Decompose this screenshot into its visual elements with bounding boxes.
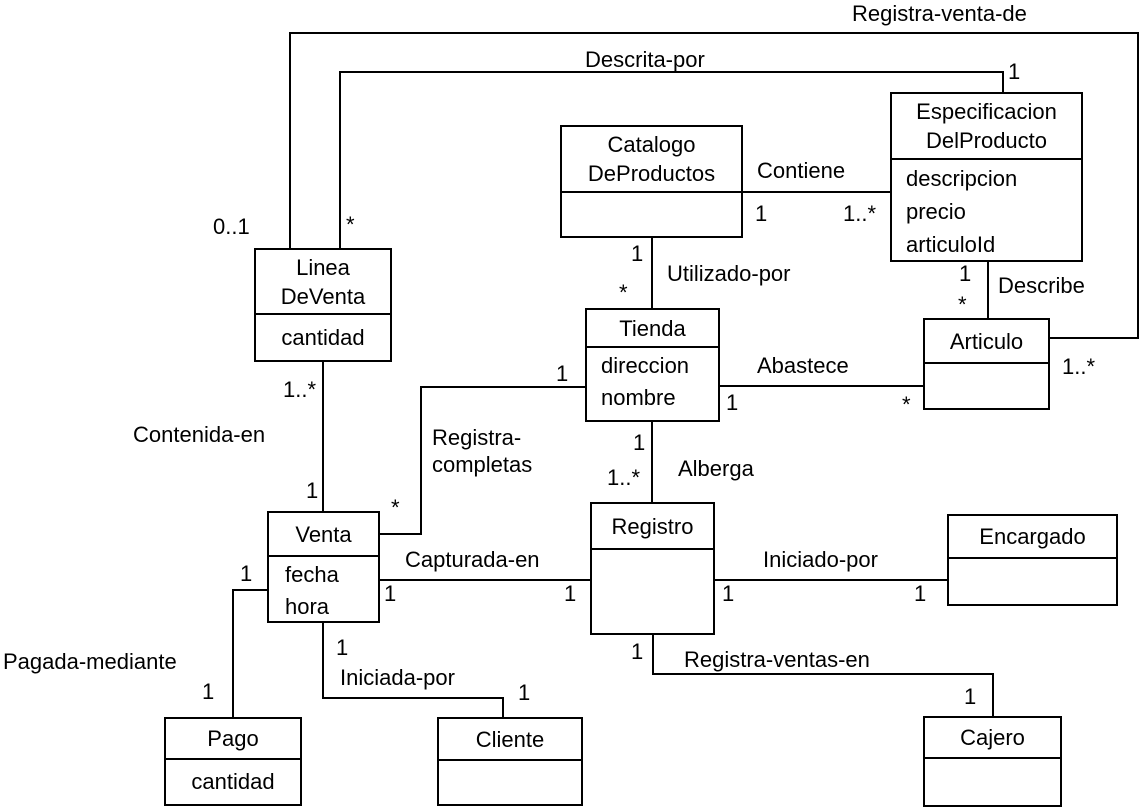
association-label-line: Registra- bbox=[432, 425, 522, 450]
multiplicity-capturada-en-registro: 1 bbox=[564, 581, 577, 606]
class-attribute: cantidad bbox=[191, 769, 275, 794]
multiplicity-iniciada-por-cliente: 1 bbox=[518, 680, 531, 705]
class-attributes bbox=[562, 193, 741, 236]
class-box-catalogo-de-productos bbox=[560, 125, 743, 238]
class-title bbox=[892, 94, 1081, 160]
class-attribute: nombre bbox=[601, 385, 676, 410]
class-attributes bbox=[256, 315, 390, 360]
multiplicity-abastece-tienda: 1 bbox=[726, 390, 739, 415]
multiplicity-iniciada-por-venta: 1 bbox=[336, 635, 349, 660]
association-label-utilizado-por: Utilizado-por bbox=[667, 261, 791, 286]
class-attributes bbox=[949, 559, 1116, 604]
association-label-registra-venta-de: Registra-venta-de bbox=[852, 1, 1027, 26]
multiplicity-describe-articulo: * bbox=[958, 292, 967, 317]
class-title-line: DelProducto bbox=[925, 128, 1048, 153]
multiplicity-utilizado-por-catalogo: 1 bbox=[631, 241, 644, 266]
class-title-line: DeProductos bbox=[587, 161, 716, 186]
multiplicity-registra-ventas-en-registro: 1 bbox=[631, 639, 644, 664]
class-title bbox=[592, 504, 713, 550]
class-title-line: Pago bbox=[207, 726, 259, 751]
class-title bbox=[587, 310, 718, 348]
multiplicity-registra-venta-de-linea: 0..1 bbox=[213, 214, 250, 239]
multiplicity-registra-completas-tienda: 1 bbox=[556, 361, 569, 386]
class-title-line: Cajero bbox=[960, 725, 1025, 750]
multiplicity-abastece-articulo: * bbox=[902, 392, 911, 417]
association-label-alberga: Alberga bbox=[678, 456, 754, 481]
class-box-cliente bbox=[437, 717, 583, 806]
association-label-iniciado-por: Iniciado-por bbox=[763, 547, 878, 572]
association-label-capturada-en: Capturada-en bbox=[405, 547, 540, 572]
association-label-registra-completas bbox=[432, 424, 532, 478]
class-box-articulo bbox=[923, 318, 1050, 410]
multiplicity-iniciado-por-encargado: 1 bbox=[914, 581, 927, 606]
class-box-registro bbox=[590, 502, 715, 635]
class-title bbox=[166, 719, 300, 760]
class-box-encargado bbox=[947, 514, 1118, 606]
multiplicity-descrita-por-linea: * bbox=[346, 212, 355, 237]
class-title-line: Catalogo bbox=[607, 132, 696, 157]
class-title bbox=[925, 718, 1060, 759]
class-attributes bbox=[925, 364, 1048, 408]
multiplicity-alberga-registro: 1..* bbox=[607, 465, 641, 490]
class-title bbox=[269, 513, 378, 557]
class-attribute: articuloId bbox=[906, 232, 996, 257]
class-attributes bbox=[439, 761, 581, 804]
multiplicity-contiene-catalogo: 1 bbox=[755, 201, 768, 226]
class-title-line: Linea bbox=[296, 254, 350, 280]
association-label-registra-ventas-en: Registra-ventas-en bbox=[684, 647, 870, 672]
class-attribute: precio bbox=[906, 199, 966, 224]
multiplicity-iniciado-por-registro: 1 bbox=[722, 581, 735, 606]
class-title-line: Articulo bbox=[949, 328, 1024, 354]
multiplicity-describe-especificacion: 1 bbox=[959, 261, 972, 286]
multiplicity-descrita-por-especificacion: 1 bbox=[1008, 59, 1021, 84]
class-title-line: Encargado bbox=[979, 524, 1086, 549]
multiplicity-registra-venta-de-articulo: 1..* bbox=[1062, 354, 1096, 379]
class-title-line: DeVenta bbox=[280, 283, 366, 309]
class-box-cajero bbox=[923, 716, 1062, 807]
class-title bbox=[949, 516, 1116, 559]
class-title-line: Cliente bbox=[475, 726, 545, 752]
multiplicity-registra-completas-venta: * bbox=[391, 495, 400, 520]
association-label-descrita-por: Descrita-por bbox=[585, 47, 705, 72]
class-attribute: fecha bbox=[285, 562, 339, 587]
multiplicity-contenida-en-linea: 1..* bbox=[283, 377, 317, 402]
multiplicity-registra-ventas-en-cajero: 1 bbox=[964, 684, 977, 709]
association-label-describe: Describe bbox=[998, 273, 1085, 298]
class-box-especificacion-del-producto bbox=[890, 92, 1083, 262]
class-title-line: Tienda bbox=[619, 315, 686, 341]
multiplicity-pagada-mediante-venta: 1 bbox=[240, 561, 253, 586]
multiplicity-contiene-especificacion: 1..* bbox=[843, 201, 877, 226]
class-title bbox=[439, 719, 581, 761]
class-attributes bbox=[892, 160, 1081, 261]
class-attribute: hora bbox=[285, 594, 330, 619]
association-label-pagada-mediante: Pagada-mediante bbox=[3, 649, 177, 674]
multiplicity-capturada-en-venta: 1 bbox=[384, 581, 397, 606]
multiplicity-alberga-tienda: 1 bbox=[633, 430, 646, 455]
association-label-contiene: Contiene bbox=[757, 158, 846, 183]
class-box-venta bbox=[267, 511, 380, 623]
class-attributes bbox=[587, 348, 718, 420]
class-attribute: direccion bbox=[601, 353, 690, 378]
class-box-pago bbox=[164, 717, 302, 806]
class-attributes bbox=[166, 760, 300, 804]
multiplicity-contenida-en-venta: 1 bbox=[306, 478, 319, 503]
class-title-line: Venta bbox=[295, 521, 352, 547]
association-label-contenida-en: Contenida-en bbox=[133, 422, 266, 447]
association-label-line: completas bbox=[432, 452, 533, 477]
class-attributes bbox=[269, 557, 378, 623]
class-attribute: cantidad bbox=[281, 324, 365, 350]
class-box-linea-de-venta bbox=[254, 248, 392, 362]
class-title bbox=[562, 127, 741, 193]
class-title bbox=[256, 250, 390, 315]
class-title-line: Especificacion bbox=[916, 99, 1057, 124]
multiplicity-utilizado-por-tienda: * bbox=[619, 280, 628, 305]
association-label-iniciada-por: Iniciada-por bbox=[340, 665, 455, 690]
class-title-line: Registro bbox=[611, 513, 694, 539]
class-attribute: descripcion bbox=[906, 166, 1018, 191]
association-line-pagada-mediante bbox=[233, 590, 267, 717]
class-box-tienda bbox=[585, 308, 720, 422]
class-attributes bbox=[925, 759, 1060, 805]
association-label-abastece: Abastece bbox=[757, 353, 849, 378]
class-title bbox=[925, 320, 1048, 364]
class-attributes bbox=[592, 550, 713, 633]
multiplicity-pagada-mediante-pago: 1 bbox=[202, 679, 215, 704]
